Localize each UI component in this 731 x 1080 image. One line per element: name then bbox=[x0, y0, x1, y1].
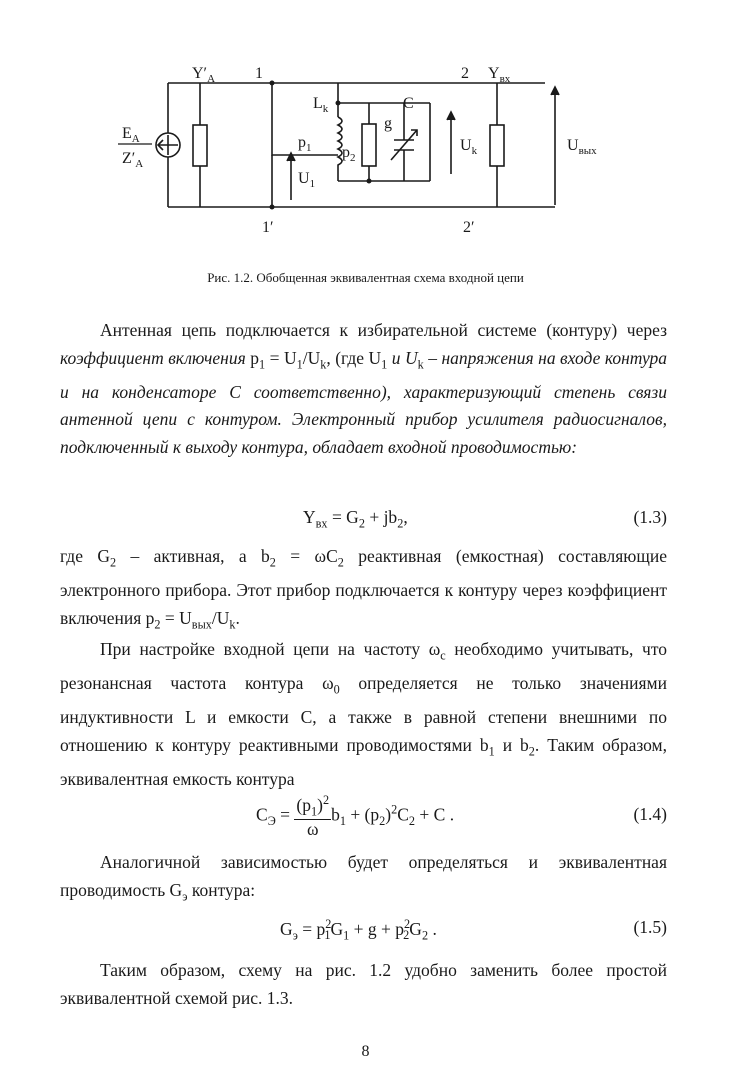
equation-number-1-5: (1.5) bbox=[633, 917, 667, 937]
label-node-2p: 2′ bbox=[463, 219, 475, 236]
equation-1-5: $G_э = p^2_1G_1 + g + p^2_2G_2$ . (1.5) bbox=[280, 917, 667, 943]
fraction-p1-over-omega: $\frac{(p_1)^2}{\omega}$ bbox=[296, 793, 330, 839]
circuit-figure bbox=[0, 0, 731, 260]
label-c: C bbox=[403, 95, 414, 112]
equation-number-1-3: (1.3) bbox=[633, 507, 667, 527]
equation-1-4: $C_Э$ = $\frac{(p_1)^2}{\omega}$ $b_1 + (p_2)^2C_2 + C$ . (1.4) bbox=[256, 793, 667, 839]
resistor-antenna bbox=[193, 125, 207, 166]
paragraph-3: При настройке входной цепи на частоту $\omega_с$ необходимо учитывать, что резонансная частота контура $\omega_0$ определяется не только значениями индуктивности L и емкости С, а также в равной степени внешними по отношению к контуру реактивными проводимостями $b_1$ и $b_2$. Таким образом, эквивалентная емкость контура bbox=[60, 639, 668, 789]
equation-1-3: $Y_{вх} = G_2 + jb_2$, (1.3) bbox=[303, 507, 667, 531]
label-node-1: 1 bbox=[255, 65, 263, 82]
label-p1: $p_1$ bbox=[298, 134, 312, 154]
paragraph-1: Антенная цепь подключается к избирательной системе (контуру) через коэффициент включения $p_1 = U_1/U_k$, (где $U_1$ и $U_k$ – напряжения на входе контура и на конденсаторе С соответственно), характеризующий степень связи антенной цепи с контуром. Электронный прибор усилителя радиосигналов, подключенный к выходу контура, обладает входной проводимостью: bbox=[60, 320, 668, 457]
label-node-1p: 1′ bbox=[262, 219, 274, 236]
current-source-symbol bbox=[156, 133, 180, 157]
label-yvx: $Y_{вх}$ bbox=[488, 65, 511, 85]
label-za: $Z'_A$ bbox=[122, 150, 144, 170]
label-lk: $L_k$ bbox=[313, 95, 329, 115]
figure-caption: Рис. 1.2. Обобщенная эквивалентная схема входной цепи bbox=[207, 270, 524, 285]
paragraph-2: где $G_2$ – активная, а $b_2 = \omega C_2$ реактивная (емкостная) составляющие электронного прибора. Этот прибор подключается к контуру через коэффициент включения $p_2 = U_{вых}/U_k$. bbox=[60, 546, 667, 632]
paragraph-5: Таким образом, схему на рис. 1.2 удобно заменить более простой эквивалентной схемой рис. 1.3. bbox=[60, 960, 667, 1008]
equation-number-1-4: (1.4) bbox=[633, 804, 667, 824]
label-u1: $U_1$ bbox=[298, 170, 316, 190]
paragraph-4: Аналогичной зависимостью будет определяться и эквивалентная проводимость $G_э$ контура: bbox=[60, 852, 667, 904]
label-ya: $Y'_A$ bbox=[192, 65, 216, 85]
resistor-contour bbox=[362, 124, 376, 166]
resistor-load bbox=[490, 125, 504, 166]
page-number: 8 bbox=[361, 1043, 370, 1060]
label-ea: $E_A$ bbox=[122, 125, 140, 145]
label-uk: $U_k$ bbox=[460, 137, 478, 157]
label-node-2: 2 bbox=[461, 65, 469, 82]
label-uvyx: $U_{вых}$ bbox=[567, 137, 597, 157]
label-g: g bbox=[384, 115, 392, 132]
label-p2: $p_2$ bbox=[342, 144, 356, 164]
